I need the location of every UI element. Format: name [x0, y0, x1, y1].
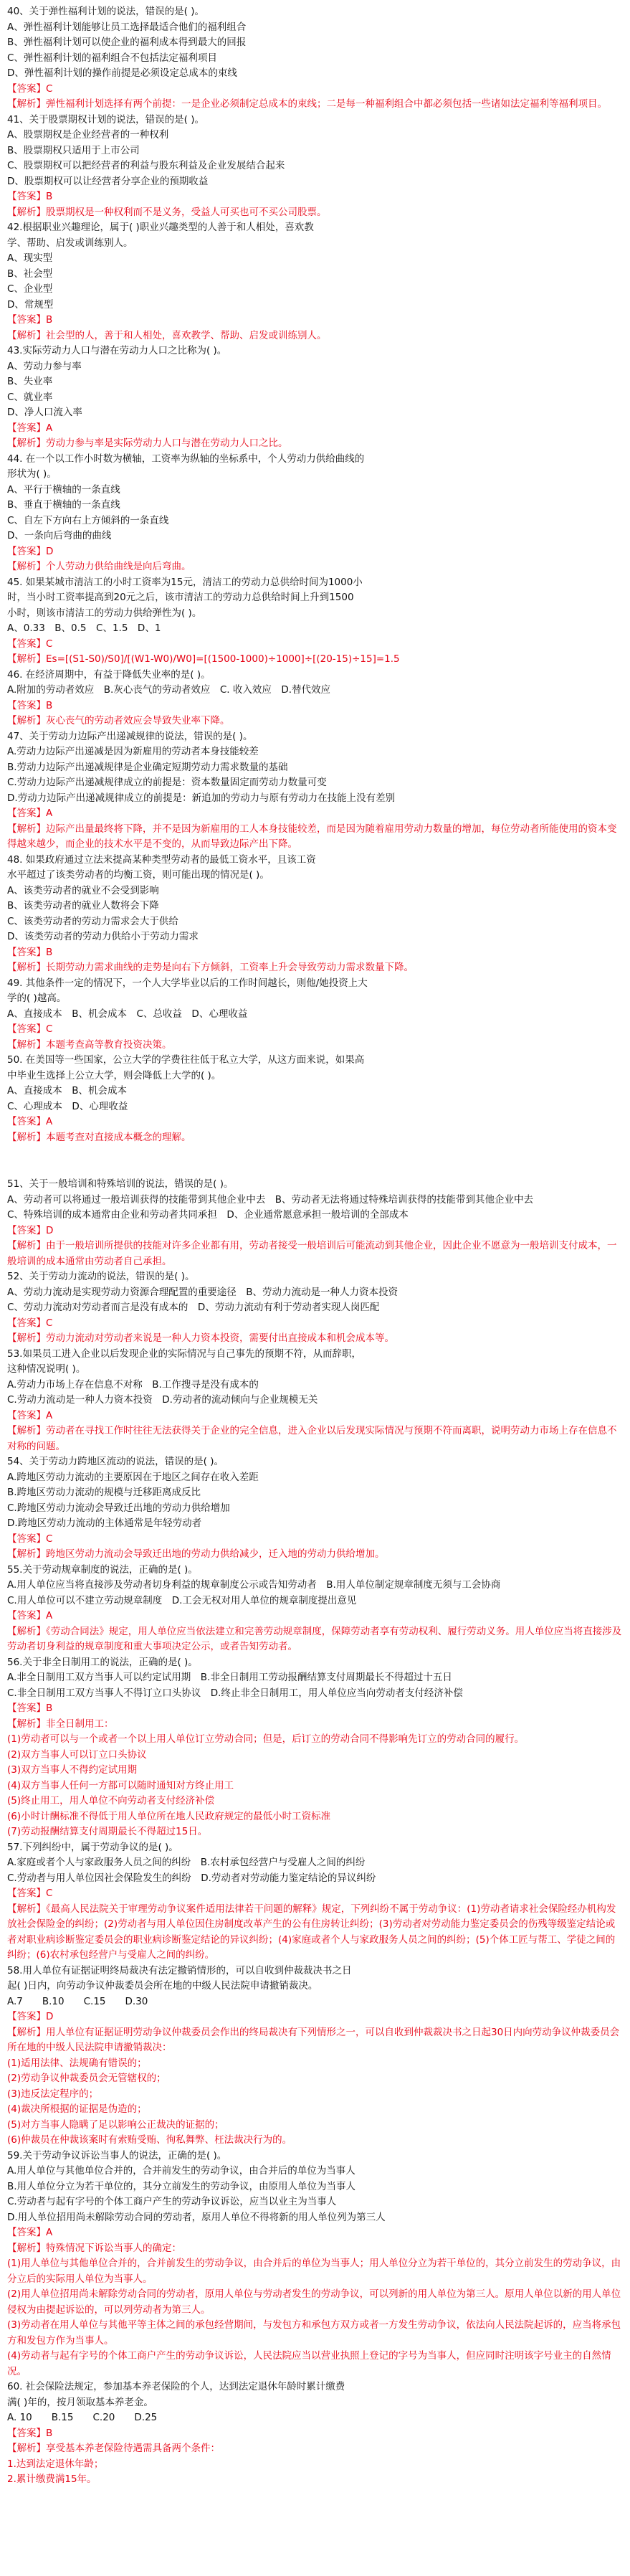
option-line: A、直接成本 B、机会成本 [7, 1085, 127, 1097]
question-stem: 42.根据职业兴趣理论，属于( )职业兴趣类型的人善于和人相处，喜欢教 [7, 222, 314, 233]
option-line: B.用人单位分立为若干单位的，其分立前发生的劳动争议，由原用人单位为当事人 [7, 2180, 356, 2192]
analysis-line: (6)小时计酬标准不得低于用人单位所在地人民政府规定的最低小时工资标准 [7, 1810, 331, 1822]
answer-line: 【答案】B [7, 1703, 53, 1714]
option-line: B、股票期权只适用于上市公司 [7, 144, 140, 156]
answer-line: 【答案】B [7, 314, 53, 326]
answer-line: 【答案】B [7, 699, 53, 711]
analysis-line: 【解析】特殊情况下诉讼当事人的确定： [7, 2242, 181, 2254]
analysis-line: 2.累计缴费满15年。 [7, 2473, 97, 2485]
question-block [7, 1177, 623, 1269]
question-stem: 40、关于弹性福利计划的说法，错误的是( )。 [7, 6, 205, 17]
analysis-line: 【解析】弹性福利计划选择有两个前提：一是企业必须制定总成本的束线；二是每一种福利组合中都必须包括一些诸如法定福利等福利项目。 [7, 98, 607, 110]
analysis-line: (7)劳动报酬结算支付周期最长不得超过15日。 [7, 1826, 208, 1837]
option-line: A、弹性福利计划能够让员工选择最适合他们的福利组合 [7, 21, 247, 33]
question-stem: 50. 在美国等一些国家，公立大学的学费往往低于私立大学，从这方面来说，如果高 [7, 1054, 365, 1066]
option-line: C.跨地区劳动力流动会导致迁出地的劳动力供给增加 [7, 1502, 230, 1514]
analysis-line: 【解析】Es=[(S1-S0)/S0]/[(W1-W0)/W0]=[(1500-1000)÷1000]÷[(20-15)÷15]=1.5 [7, 653, 400, 665]
option-line: C、该类劳动者的劳动力需求会大于供给 [7, 915, 178, 927]
question-block [7, 853, 623, 976]
option-line: A.跨地区劳动力流动的主要原因在于地区之间存在收入差距 [7, 1471, 259, 1483]
analysis-line: (4)裁决所根据的证据是伪造的； [7, 2103, 147, 2115]
answer-line: 【答案】C [7, 638, 53, 650]
question-block [7, 452, 623, 575]
option-line: B、失业率 [7, 376, 53, 387]
answer-line: 【答案】C [7, 82, 53, 95]
option-line: D、常规型 [7, 298, 54, 311]
analysis-line: (2)用人单位招用尚未解除劳动合同的劳动者，原用人单位与劳动者发生的劳动争议，可以列新的用人单位为第三人。原用人单位以新的用人单位侵权为由提起诉讼的，可以列劳动者为第三人。 [7, 2288, 621, 2316]
option-line: D、一条向后弯曲的曲线 [7, 530, 112, 541]
option-line: C、特殊培训的成本通常由企业和劳动者共同承担 D、企业通常愿意承担一般培训的全部成本 [7, 1209, 409, 1221]
option-line: A.用人单位应当将直接涉及劳动者切身利益的规章制度公示或告知劳动者 B.用人单位制定规章制度无须与工会协商 [7, 1579, 501, 1591]
question-block [7, 2380, 623, 2488]
question-block [7, 575, 623, 668]
option-line: A.劳动力边际产出递减是因为新雇用的劳动者本身技能较差 [7, 746, 259, 757]
option-line: C.劳动者与起有字号的个体工商户产生的劳动争议诉讼，应当以业主为当事人 [7, 2196, 337, 2207]
analysis-line: 【解析】个人劳动力供给曲线是向后弯曲。 [7, 561, 191, 572]
analysis-line: 1.达到法定退休年龄； [7, 2458, 104, 2470]
option-line: A、劳动者可以将通过一般培训获得的技能带到其他企业中去 B、劳动者无法将通过特殊培训获得的技能带到其他企业中去 [7, 1193, 533, 1206]
answer-line: 【答案】D [7, 2011, 54, 2022]
question-block [7, 729, 623, 853]
analysis-line: 【解析】灰心丧气的劳动者效应会导致失业率下降。 [7, 715, 230, 726]
question-stem: 中毕业生选择上公立大学，则会降低上大学的( )。 [7, 1069, 221, 1081]
question-stem: 52、关于劳动力流动的说法，错误的是( )。 [7, 1271, 195, 1282]
option-line: B、弹性福利计划可以使企业的福利成本得到最大的回报 [7, 37, 247, 48]
answer-line: 【答案】C [7, 1888, 53, 1899]
analysis-line: (3)违反法定程序的； [7, 2088, 99, 2100]
option-line: A.用人单位与其他单位合并的，合并前发生的劳动争议，由合并后的单位为当事人 [7, 2165, 355, 2177]
analysis-line: 【解析】股票期权是一种权利而不是义务，受益人可买也可不买公司股票。 [7, 206, 327, 218]
option-line: D.用人单位招用尚未解除劳动合同的劳动者，原用人单位不得将新的用人单位列为第三人 [7, 2211, 386, 2223]
analysis-line: 【解析】非全日制用工： [7, 1718, 114, 1730]
analysis-line: 【解析】由于一般培训所提供的技能对许多企业都有用，劳动者接受一般培训后可能流动到其他企业，因此企业不愿意为一般培训支付成本，一般培训的成本通常由劳动者自己承担。 [7, 1240, 617, 1267]
option-line: C.劳动力流动是一种人力资本投资 D.劳动者的流动倾向与企业规模无关 [7, 1394, 318, 1406]
question-block [7, 4, 623, 113]
question-stem: 时，当小时工资率提高到20元之后，该市清洁工的劳动力总供给时间上升到1500 [7, 592, 354, 603]
question-stem: 满( )年的，按月领取基本养老金。 [7, 2396, 153, 2408]
answer-line: 【答案】B [7, 191, 53, 202]
question-block [7, 113, 623, 221]
option-line: C、就业率 [7, 391, 53, 403]
analysis-line: (2)劳动争议仲裁委员会无管辖权的； [7, 2073, 166, 2084]
option-line: A、劳动力参与率 [7, 360, 82, 372]
question-stem: 58.用人单位有证据证明终局裁决有法定撤销情形的，可以自收到仲裁裁决书之日 [7, 1964, 352, 1976]
analysis-line: 【解析】劳动力参与率是实际劳动力人口与潜在劳动力人口之比。 [7, 437, 288, 449]
option-line: A、该类劳动者的就业不会受到影响 [7, 884, 159, 896]
answer-line: 【答案】C [7, 1533, 53, 1545]
option-line: A.非全日制用工双方当事人可以约定试用期 B.非全日制用工劳动报酬结算支付周期最长不得超过十五日 [7, 1672, 452, 1683]
option-line: B.跨地区劳动力流动的规模与迁移距离成反比 [7, 1487, 201, 1498]
question-stem: 小时，则该市清洁工的劳动力供给弹性为( )。 [7, 607, 202, 619]
option-line: A.附加的劳动者效应 B.灰心丧气的劳动者效应 C. 收入效应 D.替代效应 [7, 684, 331, 696]
question-stem: 51、关于一般培训和特殊培训的说法，错误的是( )。 [7, 1178, 234, 1190]
answer-line: 【答案】C [7, 1023, 53, 1035]
analysis-line: (1)劳动者可以与一个或者一个以上用人单位订立劳动合同；但是，后订立的劳动合同不得影响先订立的劳动合同的履行。 [7, 1733, 525, 1745]
analysis-line: 【解析】《劳动合同法》规定，用人单位应当依法建立和完善劳动规章制度，保障劳动者享有劳动权利、履行劳动义务。用人单位应当将直接涉及劳动者切身利益的规章制度和重大事项决定公示，或者告知劳动者。 [7, 1625, 622, 1652]
option-line: C、股票期权可以把经营者的利益与股东利益及企业发展结合起来 [7, 160, 285, 171]
question-stem: 60. 社会保险法规定，参加基本养老保险的个人，达到法定退休年龄时累计缴费 [7, 2381, 345, 2392]
answer-line: 【答案】A [7, 1610, 53, 1621]
option-line: A、平行于横轴的一条直线 [7, 483, 120, 496]
analysis-line: 【解析】边际产出量最终将下降，并不是因为新雇用的工人本身技能较差，而是因为随着雇用劳动力数量的增加，每位劳动者所能使用的资本变得越来越少，而企业的技术水平是不变的，从而导致边际产出下降。 [7, 823, 617, 850]
analysis-line: 【解析】劳动力流动对劳动者来说是一种人力资本投资，需要付出直接成本和机会成本等。 [7, 1332, 394, 1344]
option-line: C、企业型 [7, 283, 53, 295]
question-block [7, 1053, 623, 1145]
question-stem: 水平超过了该类劳动者的均衡工资，则可能出现的情况是( )。 [7, 869, 269, 881]
question-block [7, 1454, 623, 1563]
option-line: B、社会型 [7, 267, 53, 280]
question-block [7, 1655, 623, 1840]
option-line: A、劳动力流动是实现劳动力资源合理配置的重要途径 B、劳动力流动是一种人力资本投资 [7, 1286, 398, 1298]
analysis-line: (1)用人单位与其他单位合并的，合并前发生的劳动争议，由合并后的单位为当事人；用人单位分立为若干单位的，其分立前发生的劳动争议，由分立后的实际用人单位为当事人。 [7, 2258, 621, 2285]
analysis-line: (4)劳动者与起有字号的个体工商户产生的劳动争议诉讼，人民法院应当以营业执照上登记的字号为当事人，但应同时注明该字号业主的自然情况。 [7, 2350, 611, 2377]
option-line: D.劳动力边际产出递减规律成立的前提是：新追加的劳动力与原有劳动力在技能上没有差别 [7, 792, 396, 804]
question-block [7, 1347, 623, 1455]
question-stem: 学的( )越高。 [7, 993, 67, 1004]
option-line: B.劳动力边际产出递减规律是企业确定短期劳动力需求数量的基础 [7, 761, 288, 773]
option-line: D、股票期权可以让经营者分享企业的预期收益 [7, 175, 209, 187]
option-line: A.7 B.10 C.15 D.30 [7, 1995, 148, 2007]
analysis-line: 【解析】劳动者在寻找工作时往往无法获得关于企业的完全信息，进入企业以后发现实际情况与预期不符而离职，说明劳动力市场上存在信息不对称的问题。 [7, 1425, 617, 1452]
question-stem: 55.关于劳动规章制度的说法，正确的是( )。 [7, 1563, 198, 1576]
answer-line: 【答案】A [7, 422, 53, 434]
question-block [7, 1269, 623, 1347]
analysis-line: 【解析】享受基本养老保险待遇需具备两个条件： [7, 2443, 220, 2454]
option-line: A、股票期权是企业经营者的一种权利 [7, 129, 169, 141]
question-block [7, 976, 623, 1053]
answer-line: 【答案】A [7, 1409, 53, 1421]
question-stem: 59.关于劳动争议诉讼当事人的说法，正确的是( )。 [7, 2149, 227, 2161]
analysis-line: (2)双方当事人可以订立口头协议 [7, 1748, 147, 1761]
analysis-line: 【解析】跨地区劳动力流动会导致迁出地的劳动力供给减少，迁入地的劳动力供给增加。 [7, 1548, 385, 1560]
question-stem: 46. 在经济周期中，有益于降低失业率的是( )。 [7, 668, 211, 681]
analysis-line: (6)仲裁员在仲裁该案时有索贿受贿、徇私舞弊、枉法裁决行为的。 [7, 2134, 292, 2146]
option-line: C、劳动力流动对劳动者而言是没有成本的 D、劳动力流动有利于劳动者实现人岗匹配 [7, 1302, 380, 1313]
question-block [7, 344, 623, 452]
question-stem: 起( )日内，向劳动争议仲裁委员会所在地的中级人民法院申请撤销裁决。 [7, 1980, 318, 1992]
answer-line: 【答案】B [7, 2427, 53, 2439]
analysis-line: (5)对方当事人隐瞒了足以影响公正裁决的证据的； [7, 2118, 224, 2131]
option-line: C.劳动者与用人单位因社会保险发生的纠纷 D.劳动者对劳动能力鉴定结论的异议纠纷 [7, 1872, 376, 1884]
analysis-line: 【解析】社会型的人，善于和人相处，喜欢教学、帮助、启发或训练别人。 [7, 329, 327, 341]
option-line: C、心理成本 D、心理收益 [7, 1100, 128, 1112]
question-stem: 57.下列纠纷中，属于劳动争议的是( )。 [7, 1841, 178, 1853]
analysis-line: (1)适用法律、法规确有错误的； [7, 2057, 147, 2069]
option-line: C.非全日制用工双方当事人不得订立口头协议 D.终止非全日制用工，用人单位应当向劳动者支付经济补偿 [7, 1687, 463, 1699]
question-stem: 这种情况说明( )。 [7, 1363, 86, 1375]
option-line: A.劳动力市场上存在信息不对称 B.工作搜寻是没有成本的 [7, 1378, 259, 1391]
question-stem: 形状为( )。 [7, 468, 57, 480]
answer-line: 【答案】C [7, 1317, 53, 1329]
answer-line: 【答案】D [7, 1224, 54, 1236]
question-block [7, 220, 623, 344]
question-stem: 44. 在一个以工作小时数为横轴，工资率为纵轴的坐标系中，个人劳动力供给曲线的 [7, 453, 365, 465]
question-block [7, 1964, 623, 2149]
question-stem: 48. 如果政府通过立法来提高某种类型劳动者的最低工资水平，且该工资 [7, 853, 316, 866]
option-line: C.用人单位可以不建立劳动规章制度 D.工会无权对用人单位的规章制度提出意见 [7, 1594, 357, 1606]
question-stem: 47、关于劳动力边际产出递减规律的说法，错误的是( )。 [7, 730, 253, 742]
option-line: A、现实型 [7, 252, 53, 264]
analysis-line: (3)劳动者在用人单位与其他平等主体之间的承包经营期间，与发包方和承包方双方或者一方发生劳动争议，依法向人民法院起诉的，应当将承包方和发包方作为当事人。 [7, 2319, 621, 2347]
analysis-line: (4)双方当事人任何一方都可以随时通知对方终止用工 [7, 1779, 234, 1791]
analysis-line: (5)终止用工，用人单位不向劳动者支付经济补偿 [7, 1795, 215, 1806]
analysis-line: 【解析】本题考查对直接成本概念的理解。 [7, 1131, 191, 1143]
option-line: B、该类劳动者的就业人数将会下降 [7, 900, 159, 911]
question-block [7, 1840, 623, 1964]
option-line: A. 10 B.15 C.20 D.25 [7, 2412, 158, 2423]
question-stem: 53.如果员工进入企业以后发现企业的实际情况与自己事先的预期不符，从而辞职， [7, 1348, 361, 1360]
option-line: A.家庭或者个人与家政服务人员之间的纠纷 B.农村承包经营户与受雇人之间的纠纷 [7, 1857, 366, 1868]
analysis-line: 【解析】长期劳动力需求曲线的走势是向右下方倾斜，工资率上升会导致劳动力需求数量下降。 [7, 962, 414, 973]
question-stem: 45. 如果某城市清洁工的小时工资率为15元，清洁工的劳动力总供给时间为1000小 [7, 576, 363, 588]
question-block [7, 668, 623, 729]
question-stem: 41、关于股票期权计划的说法，错误的是( )。 [7, 113, 205, 126]
question-stem: 49. 其他条件一定的情况下，一个人大学毕业以后的工作时间越长，则他/她投资上大 [7, 977, 368, 989]
option-line: A、直接成本 B、机会成本 C、总收益 D、心理收益 [7, 1008, 248, 1020]
analysis-line: 【解析】《最高人民法院关于审理劳动争议案件适用法律若干问题的解释》规定，下列纠纷不属于劳动争议：(1)劳动者请求社会保险经办机构发放社会保险金的纠纷；(2)劳动者与用人单位因住房制度改革产生的公有住房转让纠纷；(3)劳动者对劳动能力鉴定委员会的伤残等级鉴定结论或者对职业病诊断鉴定委员会的职业病诊断鉴定结论的异议纠纷；(4)家庭或者个人与家政服务人员之间的纠纷；(5)个体工匠与帮工、学徒之间的纠纷；(6)农村承包经营户与受雇人之间的纠纷。 [7, 1903, 616, 1961]
question-stem: 56.关于非全日制用工的说法，正确的是( )。 [7, 1656, 198, 1668]
question-stem: 54、关于劳动力跨地区流动的说法，错误的是( )。 [7, 1456, 224, 1467]
option-line: C.劳动力边际产出递减规律成立的前提是：资本数量固定而劳动力数量可变 [7, 777, 327, 788]
option-line: D、弹性福利计划的操作前提是必须设定总成本的束线 [7, 67, 237, 79]
question-stem: 学、帮助、启发或训练别人。 [7, 237, 133, 249]
option-line: C、自左下方向右上方倾斜的一条直线 [7, 514, 169, 526]
answer-line: 【答案】A [7, 1116, 53, 1127]
answer-line: 【答案】A [7, 2227, 53, 2238]
option-line: C、弹性福利计划的福利组合不包括法定福利项目 [7, 52, 217, 64]
analysis-line: 【解析】用人单位有证据证明劳动争议仲裁委员会作出的终局裁决有下列情形之一，可以自收到仲裁裁决书之日起30日内向劳动争议仲裁委员会所在地的中级人民法院申请撤销裁决： [7, 2026, 620, 2053]
option-line: D、净人口流入率 [7, 407, 82, 418]
answer-line: 【答案】D [7, 545, 54, 557]
answer-line: 【答案】B [7, 946, 53, 958]
question-block [7, 2149, 623, 2380]
option-line: B、垂直于横轴的一条直线 [7, 499, 120, 511]
option-line: D.跨地区劳动力流动的主体通常是年轻劳动者 [7, 1517, 202, 1529]
answer-line: 【答案】A [7, 808, 53, 819]
question-block [7, 1563, 623, 1655]
option-line: A、0.33 B、0.5 C、1.5 D、1 [7, 622, 161, 634]
analysis-line: 【解析】本题考查高等教育投资决策。 [7, 1038, 172, 1051]
question-stem: 43.实际劳动力人口与潜在劳动力人口之比称为( )。 [7, 345, 227, 356]
option-line: D、该类劳动者的劳动力供给小于劳动力需求 [7, 931, 199, 942]
analysis-line: (3)双方当事人不得约定试用期 [7, 1764, 138, 1776]
